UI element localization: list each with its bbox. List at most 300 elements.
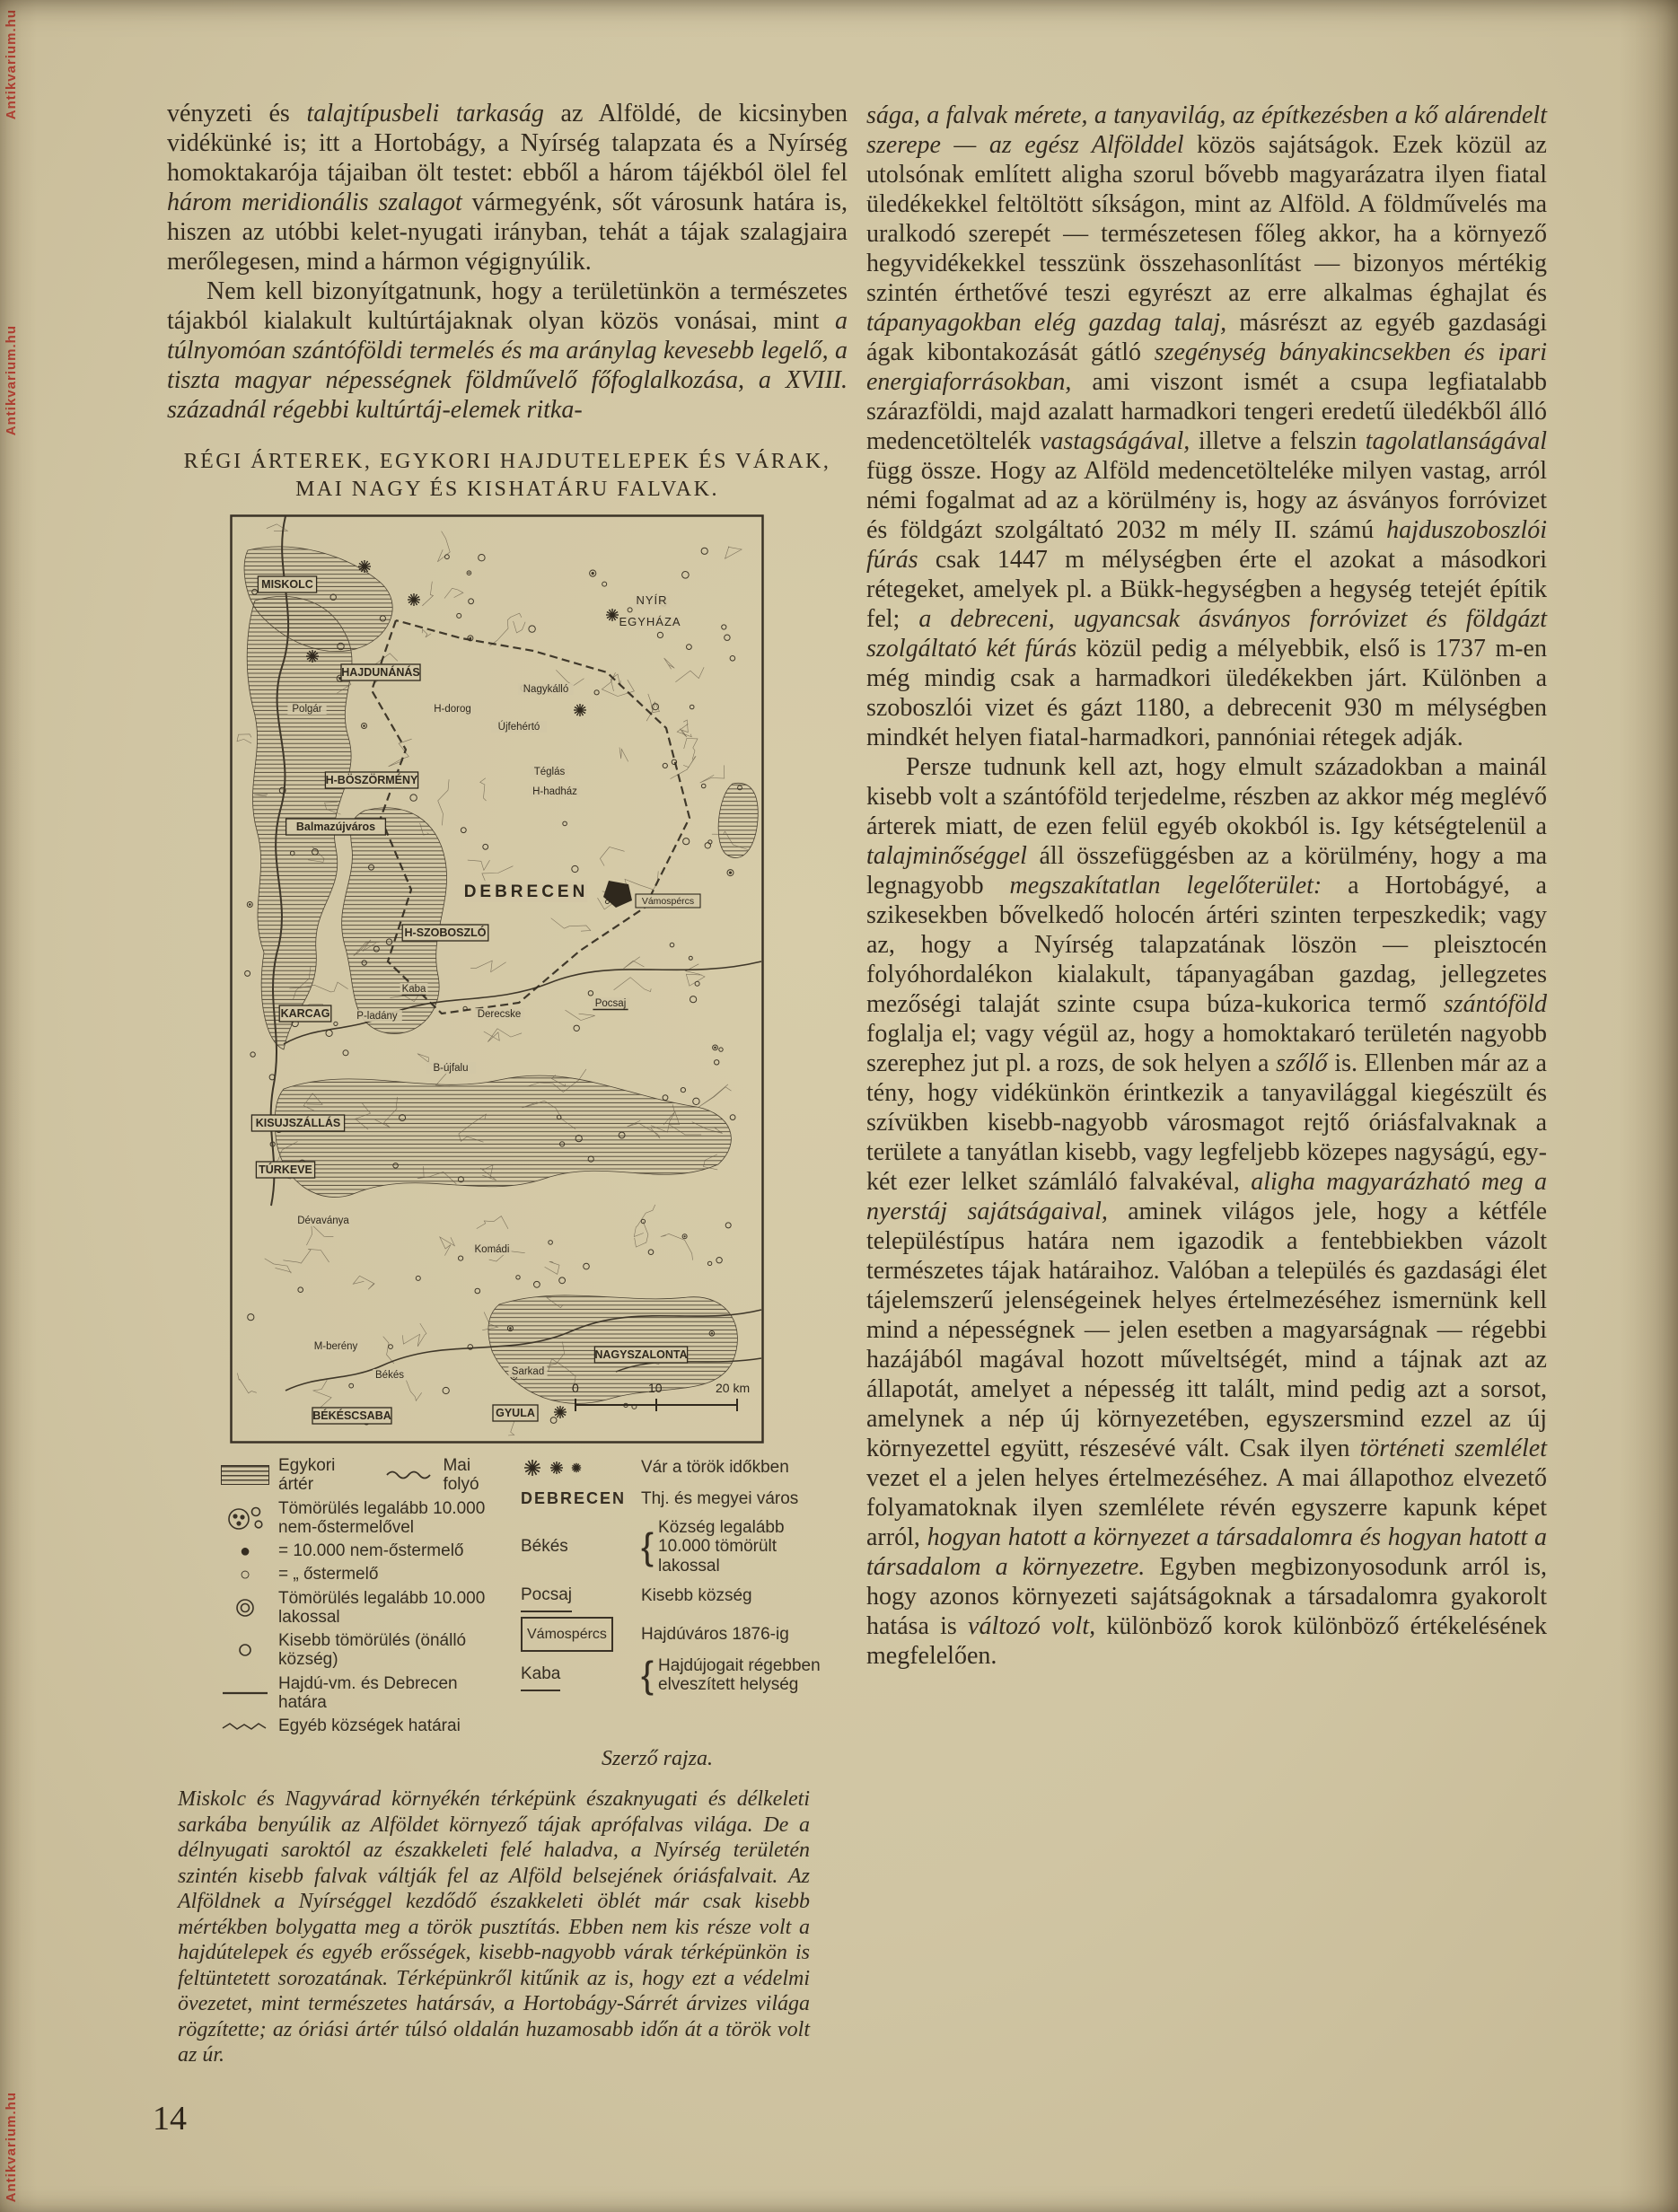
legend-entry [219,1541,463,1560]
text-run: vastagságával, [1040,427,1199,455]
legend-town-name: DEBRECEN [521,1489,627,1507]
floodplain-area [342,808,447,1034]
boundary-scribble [237,734,251,743]
village-circle [602,582,607,586]
village-circle [574,1025,579,1031]
legend-entry [219,1565,378,1584]
text-run: közül pedig a mélyebbik, első is 1737 m-en még mindig csak a harmadkori üledékekben járt. Különben a szoboszlói vizet és gázt 1180, a debrecenit 930 m mélységben mindkét helyen fiatal-harmadkori, pannóniai rétegek adják. [866,635,1547,751]
village-circle [245,970,250,976]
legend-entry [219,1631,508,1670]
village-circle [689,956,692,960]
village-circle [730,1115,735,1120]
village-circle [730,656,735,662]
svg-text:Kaba: Kaba [401,984,426,995]
legend-row [521,1580,835,1612]
town-label [256,1162,314,1178]
legend-row [521,1484,835,1514]
town-label [591,997,629,1010]
legend-label: Tömörülés legalább 10.000 lakossal [278,1588,486,1627]
boundary-scribble [725,547,742,559]
legend-row [219,1631,508,1670]
text-run: vezet el a jelen helyes értelmezéséhez. A mai állapothoz elvezető folyamatoknak ilyen szemlélete révén egyszerre kapunk képet arról, [866,1464,1547,1551]
legend-label: = 10.000 nem-őstermelő [278,1541,464,1561]
village-circle [670,943,674,947]
legend-label: Egyéb községek határai [278,1716,461,1736]
village-circle [725,1223,731,1228]
double-circle-icon [219,1597,271,1619]
legend-label: Thj. és megyei város [641,1488,799,1508]
town-label [594,1347,687,1363]
village-circle [681,1088,685,1093]
agglomeration-icon [219,1504,271,1532]
svg-text:Balmazújváros: Balmazújváros [295,821,376,833]
svg-text:H-BÖSZÖRMÉNY: H-BÖSZÖRMÉNY [325,774,418,786]
town-label [341,664,420,680]
village-circle-core [729,872,732,874]
village-circle [479,555,485,561]
text-run: tápanyagokban elég gazdag talaj, [866,309,1240,337]
text-run: foglalja el; vagy végül az, hogy a homoktakaró területén nagyobb szerephez jut pl. a rozs, de sok helyen a [866,1020,1547,1077]
figure-credit: Szerző rajza. [601,1747,713,1771]
village-circle [445,555,450,559]
village-circle [410,794,417,801]
village-circle [722,625,726,629]
river-icon [383,1469,435,1481]
village-circle [389,1345,393,1349]
text-run: Nem kell bizonyítgatnunk, hogy a területünkön a természetes tájakból kialakult kultúrtájaknak olyan közös vonásai, mint [167,277,848,335]
boundary-scribble [383,1337,394,1364]
village-circle [690,996,697,1003]
village-circle [594,690,599,695]
town-label [530,786,580,797]
boundary-scribble [545,1261,559,1274]
legend-row [521,1656,835,1695]
town-name-cell [521,1580,634,1612]
boundary-scribble [635,1222,648,1248]
svg-text:H-SZOBOSZLÓ: H-SZOBOSZLÓ [404,926,487,939]
legend-left [219,1456,508,1735]
legend-row [219,1499,508,1538]
town-name-cell [521,1617,634,1652]
svg-text:DEBRECEN: DEBRECEN [463,882,589,901]
text-run: szántóföld [1443,990,1547,1018]
svg-text:Békés: Békés [375,1370,404,1381]
village-circle-core [249,903,251,906]
boundary-scribble [619,748,628,762]
village-circle-core [509,1327,512,1330]
town-label [634,593,670,608]
legend-town-name: Pocsaj [521,1580,572,1612]
paragraph [866,752,1547,1671]
village-circle [716,1258,722,1263]
town-label [373,1369,407,1381]
boundary-scribble [402,1323,426,1347]
svg-text:B-újfalu: B-újfalu [433,1063,469,1074]
town-label [400,983,428,996]
text-run: hogyan hatott a környezet a társadalomra és hogyan hatott a társadalom a környezetre. [866,1523,1547,1581]
boundary-scribble [477,1216,508,1229]
castle-star-icon [606,609,619,621]
village-circle [549,1241,553,1245]
left-column-text [167,99,848,425]
village-circle [683,838,690,845]
legend-row [521,1456,835,1479]
boundary-scribble [664,658,675,669]
legend-label: Kisebb község [641,1586,752,1606]
map-figure [230,514,764,1444]
svg-text:HAJDUNÁNÁS: HAJDUNÁNÁS [341,666,420,679]
village-circle [719,1048,723,1051]
antiquarian-watermark: Antikvarium.hu [4,9,19,120]
castle-star-icon [572,1463,581,1472]
town-label [530,766,568,777]
text-run: három meridionális szalagot [167,189,472,216]
boundary-scribble [237,1374,256,1393]
village-circle [349,1383,354,1388]
scale-label: 0 [572,1381,579,1395]
boundary-scribble [624,957,645,969]
village-circle [459,1256,463,1260]
text-run: illetve a felszin [1198,427,1366,455]
town-label [518,683,574,695]
boundary-scribble [646,694,659,721]
svg-text:M-berény: M-berény [313,1341,358,1352]
legend-entry [219,1716,461,1735]
town-label [508,1365,547,1377]
boundary-scribble [661,1234,693,1260]
text-run: aminek világos jele, hogy a kétféle településtípus határa nem igazodik a fentebbiekben vázolt természetes tájak határaihoz. Valóban a település és gazdasági élet tájelemszerű jelenségeinek helyes értelmezéséhez ismernünk kell mind a népességnek — jelen esetben a magyarságnak — régebbi hazájából magával hozott műveltségét, mind a tájnak azt az állapotát, amelyet a népesség itt talált, mind pedig azt a sorsot, amelynek a nép új környezetében, egyszersmind ezzel az új környezettel együtt, részesévé vált. Csak ilyen [866,1198,1548,1462]
village-circle [534,1281,540,1287]
svg-text:Vámospércs: Vámospércs [641,896,695,907]
town-name-cell [521,1484,634,1514]
castle-star-icon [550,1462,563,1474]
right-column-text [866,101,1547,1671]
legend-entry [521,1456,789,1479]
svg-text:Sarkad: Sarkad [511,1366,545,1377]
antiquarian-watermark: Antikvarium.hu [4,2092,19,2203]
boundary-scribble [313,1380,331,1410]
text-run: is. Ellenben már az a tény, hogy vidékünkön érintkezik a tanyavilággal kiegészült és szívükben kisebb-nagyobb városmagot rejtő óriásfalvaknak a területe a tanyátlan kisebb, vagy legfeljebb közepes nagyságú, egy-két ezer lelket számláló falvakéval, [866,1049,1547,1196]
floodplain-swatch [221,1465,269,1485]
village-circle [483,844,488,849]
text-run: szőlő [1276,1049,1335,1077]
legend-label-text: Hajdújogait régebben elveszített helység [658,1655,821,1695]
boundary-scribble [438,779,449,825]
village-circle [550,1418,557,1424]
text-run: szegénység bányakincsekben és ipari energiaforrásokban, [866,338,1547,396]
village-circle [657,632,663,637]
town-label [472,1243,511,1255]
text-run: Miskolc és Nagyvárad környékén térképünk északnyugati és délkeleti sarkába benyúlik az Alföldet környező tájak aprófalvas világa. De a délnyugati saroktól az északkeleti felé haladva, a Nyírség területén szintén kisebb falvak váltják fel az Alföld belsejének óriásfalvait. Az Alföldnek a Nyírséggel kezdődő északkeleti öblét már csak kisebb mértékben bolygatta meg a török pusztítás. Ebben nem kis része volt a hajdútelepek és egyéb erősségek, kisebb-nagyobb várak térképünkön is feltüntetett sorozatának. Térképünkről kitűnik az is, hogy ezt a védelmi övezetet, mint természetes határsáv, a Hortobágy-Sárrét árvizes világa rögzítette; az óriási ártér túlsó oldalán huzamosabb időn át a török volt az úr. [178,1787,810,2067]
text-run: tagolatlanságával [1365,427,1547,455]
town-label [258,576,316,592]
castle-star-icon [554,1406,567,1418]
paragraph [167,276,848,425]
legend-row [219,1589,508,1628]
town-label [325,772,418,788]
village-circle [653,704,659,710]
town-label [491,721,547,733]
village-circle [563,821,567,826]
text-run: történeti szemlélet [1359,1435,1547,1462]
text-run: csak 1447 m mélységben érte el azokat a másodkori rétegeket, amelyek pl. a Bükk-hegységben a hegység tetejét építik fel; [866,546,1547,633]
boundary-scribble [566,1010,595,1021]
legend-row [219,1456,508,1495]
legend-entry [383,1456,508,1495]
village-circle [457,613,461,618]
legend-entry [219,1589,508,1628]
legend-label: Vár a török időkben [641,1458,789,1478]
village-circle [707,1261,711,1265]
map-legend [219,1456,835,1735]
boundary-scribble [675,667,704,682]
boundary-scribble [490,613,522,646]
village-circle [663,763,667,768]
legend-town-name: Kaba [521,1659,560,1691]
village-circle [326,1030,332,1036]
map-svg [230,514,764,1444]
figure-heading-line1: RÉGI ÁRTEREK, EGYKORI HAJDUTELEPEK ÉS VÁRAK, [183,450,831,473]
floodplain-swatch-cell [219,1465,271,1485]
legend-row [219,1716,508,1735]
village-circle [298,1287,303,1293]
text-run: aligha magyarázható meg a nyerstáj sajátságaival, [866,1168,1547,1225]
text-run: Egyben megbizonyosodunk arról is, hogy azonos környezeti sajátságoknak a társadalomra gyakorolt hatása is [866,1553,1548,1640]
castle-star-icon [524,1460,540,1476]
svg-text:GYULA: GYULA [496,1407,535,1419]
village-circle [695,981,699,986]
village-circle [725,635,730,640]
right-column [866,101,1547,1671]
town-label [426,1062,476,1074]
village-circle [416,1276,420,1280]
svg-text:NAGYSZALONTA: NAGYSZALONTA [594,1348,688,1361]
text-run: ami viszont ismét a csupa legfiatalabb szárazföldi, majd azalatt harmadkori tengeri eredetű üledékből álló medencetöltelék [866,368,1548,455]
town-label [287,703,326,715]
village-circle [682,572,690,579]
boundary-scribble [283,1249,329,1263]
village-circle [469,599,474,604]
boundary-scribble [306,1224,333,1245]
legend-entry [219,1499,508,1538]
legend-label: Tömörülés legalább 10.000 nem-őstermelővel [278,1498,486,1537]
boundary-scribble [484,1029,522,1042]
village-circle-core [684,1235,686,1237]
town-label [493,1405,538,1421]
boundary-scribble [508,1421,514,1435]
text-run: változó volt, [968,1612,1107,1640]
svg-text:Komádi: Komádi [474,1244,510,1255]
svg-text:Téglás: Téglás [533,767,566,777]
boundary-scribble [353,1276,374,1289]
legend-entry [521,1617,789,1652]
legend-label: Hajdú-vm. és Debrecen határa [278,1673,458,1712]
village-circle [687,645,692,650]
text-run: közös sajátságok. Ezek közül az utolsónak említett aligha szorul bővebb magyarázatra ilyen fiatal üledékekkel feltöltött síkságon, mint az Alföld. A földművelés ma uralkodó szerepét — természetesen főleg akkor, ha a környező hegyvidékekkel tesszünk összehasonlítást — bizonyos mértékig szintén érthetővé teszi egyrészt az erre alkalmas éghajlat és [866,131,1547,307]
svg-text:Nagykálló: Nagykálló [523,684,569,695]
legend-row [219,1565,508,1584]
legend-entry [219,1456,371,1495]
boundary-scribble [698,1084,732,1107]
castle-star-icon [408,593,420,606]
svg-text:H-dorog: H-dorog [434,704,471,715]
svg-text:BÉKÉSCSABA: BÉKÉSCSABA [312,1409,391,1422]
figure-heading-line2: MAI NAGY ÉS KISHATÁRU FALVAK. [295,478,719,501]
legend-label: Mai folyó [443,1456,479,1495]
village-circle [588,991,593,996]
scale-label: 10 [648,1381,663,1395]
antiquarian-watermark: Antikvarium.hu [4,325,19,436]
svg-text:Újfehértó: Újfehértó [497,722,540,733]
boundary-scribble [468,860,490,870]
castle-stars-icon [521,1456,634,1479]
village-circle [701,548,707,554]
text-run: Persze tudnunk kell azt, hogy elmult századokban a mainál kisebb volt a szántóföld terjedelme, részben az akkor még meglévő árterek miatt, de ezen felül egyéb okokból is. Igy kétségtelenül a [866,753,1547,840]
svg-text:P-ladány: P-ladány [356,1011,398,1022]
scale-label: 20 km [716,1381,751,1395]
brace-glyph: { [641,1525,655,1568]
boundary-scribble [514,621,526,633]
legend-entry [219,1674,508,1713]
svg-text:TÚRKEVE: TÚRKEVE [259,1163,312,1176]
village-circle [628,608,632,612]
legend-entry [521,1580,752,1612]
boundary-scribble [422,582,433,606]
text-run: a Hortobágyé, a szikesekben bővelkedő holocén ártéri szinten terpeszkedik; vagy az, hogy a Nyírség talapzatának löszön — pleisztocén folyóhordalékon kialakult, tápanyagában gazdag, jellegzetes mezőségi talaját szinte csupa búza-kukorica termő [866,872,1547,1018]
village-circle [516,1276,520,1279]
text-run: függ össze. Hogy az Alföld medencetölteléke milyen vastag, arról némi fogalmat ad az a körülmény is, hogy az ásványos forróvizet és földgázt szolgáltató 2032 m mély II. számú [866,457,1547,544]
legend-town-name: Vámospércs [521,1617,613,1652]
filled-dot-icon: ● [239,1540,251,1561]
village-circle-core [714,1047,716,1049]
small-circle-icon [219,1642,271,1658]
svg-text:EGYHÁZA: EGYHÁZA [619,615,681,628]
village-circle [475,1288,480,1294]
town-label [464,881,589,902]
boundary-scribble [614,978,652,992]
town-label [279,1005,331,1022]
text-run: hajduszoboszlói fúrás [866,516,1547,574]
village-circle [701,784,706,788]
town-label [311,1340,361,1352]
floodplain-area [275,1075,731,1197]
text-run: sága, a falvak mérete, a tanyavilág, az építkezésben a kő alárendelt szerepe — az egész Alfölddel [866,101,1547,159]
village-circle-core [592,572,594,575]
legend-row [219,1674,508,1713]
boundary-scribble [700,765,725,783]
village-circle [559,1277,566,1284]
paragraph [866,101,1547,752]
town-label [251,1115,344,1131]
boundary-scribble [440,1237,455,1256]
paragraph [167,99,848,276]
legend-label: = „ őstermelő [278,1565,379,1584]
boundary-line-icon [219,1689,271,1698]
town-label [402,925,488,941]
town-name-cell [521,1659,634,1691]
legend-town-name: Békés [521,1537,568,1557]
town-label [474,1008,524,1020]
town-label [312,1408,391,1424]
figure-heading [167,448,848,504]
boundary-scribble [470,961,506,972]
svg-text:Dévaványa: Dévaványa [297,1216,349,1226]
legend-row [521,1518,835,1576]
left-column [167,99,848,2068]
village-circle [461,828,466,833]
town-label [619,615,681,629]
svg-text:KARCAG: KARCAG [280,1007,330,1020]
text-run: megszakítatlan legelőterület: [1009,872,1349,900]
text-run: a túlnyomóan szántóföldi termelés és ma aránylag kevesebb legelő, a tiszta magyar népességnek földművelő főfoglalkozása, a XVIII. századnál régebbi kultúrtáj-elemek ritka- [167,307,848,424]
village-circle [663,1095,668,1101]
village-circle-core [363,724,365,727]
open-dot-icon: ○ [239,1564,251,1584]
town-label [352,1010,402,1022]
svg-text:Polgár: Polgár [292,704,322,715]
town-label [636,894,700,908]
legend-label: Egykori ártér [278,1456,336,1495]
village-circle [443,1387,449,1393]
text-run: talajtípusbeli tarkaság [306,100,561,127]
text-run: vényzeti és [167,100,307,127]
village-circle [648,1250,654,1255]
svg-text:NYÍR: NYÍR [636,593,668,607]
legend-row [521,1617,835,1652]
town-label [430,703,474,715]
boundary-scribble [437,531,450,562]
text-run: másrészt az egyéb gazdasági ágak kibontakozását gátló [866,309,1547,366]
village-circle [334,1022,338,1025]
legend-label: Kisebb tömörülés (önálló község) [278,1631,467,1670]
svg-text:MISKOLC: MISKOLC [261,578,313,591]
boundary-scribble [480,778,487,801]
legend-row [219,1541,508,1560]
boundary-scribble [680,720,688,737]
legend-label-text: Község legalább 10.000 tömörült lakossal [658,1518,785,1576]
legend-label [641,1656,835,1695]
village-circle-core [468,572,470,574]
text-run: különböző korok különböző értékelésének megfelelően. [866,1612,1548,1670]
boundary-scribble [406,1380,421,1400]
village-circle [250,1052,255,1057]
legend-entry [521,1484,798,1514]
text-run: az Alföldé, de kicsinyben vidékünké is; itt a Hortobágy, a Nyírség talapzata és a Nyírség homoktakarója tájaiban ölt testet: ebből a három tájékból ölel fel [167,100,848,187]
village-circle [584,1263,590,1269]
village-circle [693,1098,699,1104]
village-circle [715,1060,719,1065]
legend-right [521,1456,835,1735]
text-run: a debreceni, ugyancsak ásványos forróvizet és földgázt szolgáltató két fúrás [866,605,1547,663]
village-circle [343,1050,348,1056]
legend-entry [521,1518,835,1576]
village-circle [248,1314,254,1321]
text-run: vármegyénk, sőt városunk határa is, hiszen az utóbbi kelet-nyugati irányban, tehát a tájak szalagjaira merőlegesen, mind a hármon végignyúlik. [167,189,848,276]
town-label [286,819,386,835]
figure-caption [178,1786,810,2068]
village-boundary-icon [219,1721,271,1732]
town-label [295,1215,351,1226]
town-name-cell [521,1532,634,1561]
svg-text:Pocsaj: Pocsaj [594,998,627,1009]
text-run: talajminőséggel [866,842,1040,870]
svg-text:KISUJSZÁLLÁS: KISUJSZÁLLÁS [255,1117,341,1129]
svg-text:Derecske: Derecske [477,1009,522,1020]
brace-glyph: { [641,1654,655,1697]
boundary-scribble [600,847,624,866]
svg-text:H-hadház: H-hadház [532,786,577,797]
village-circle [529,626,535,632]
